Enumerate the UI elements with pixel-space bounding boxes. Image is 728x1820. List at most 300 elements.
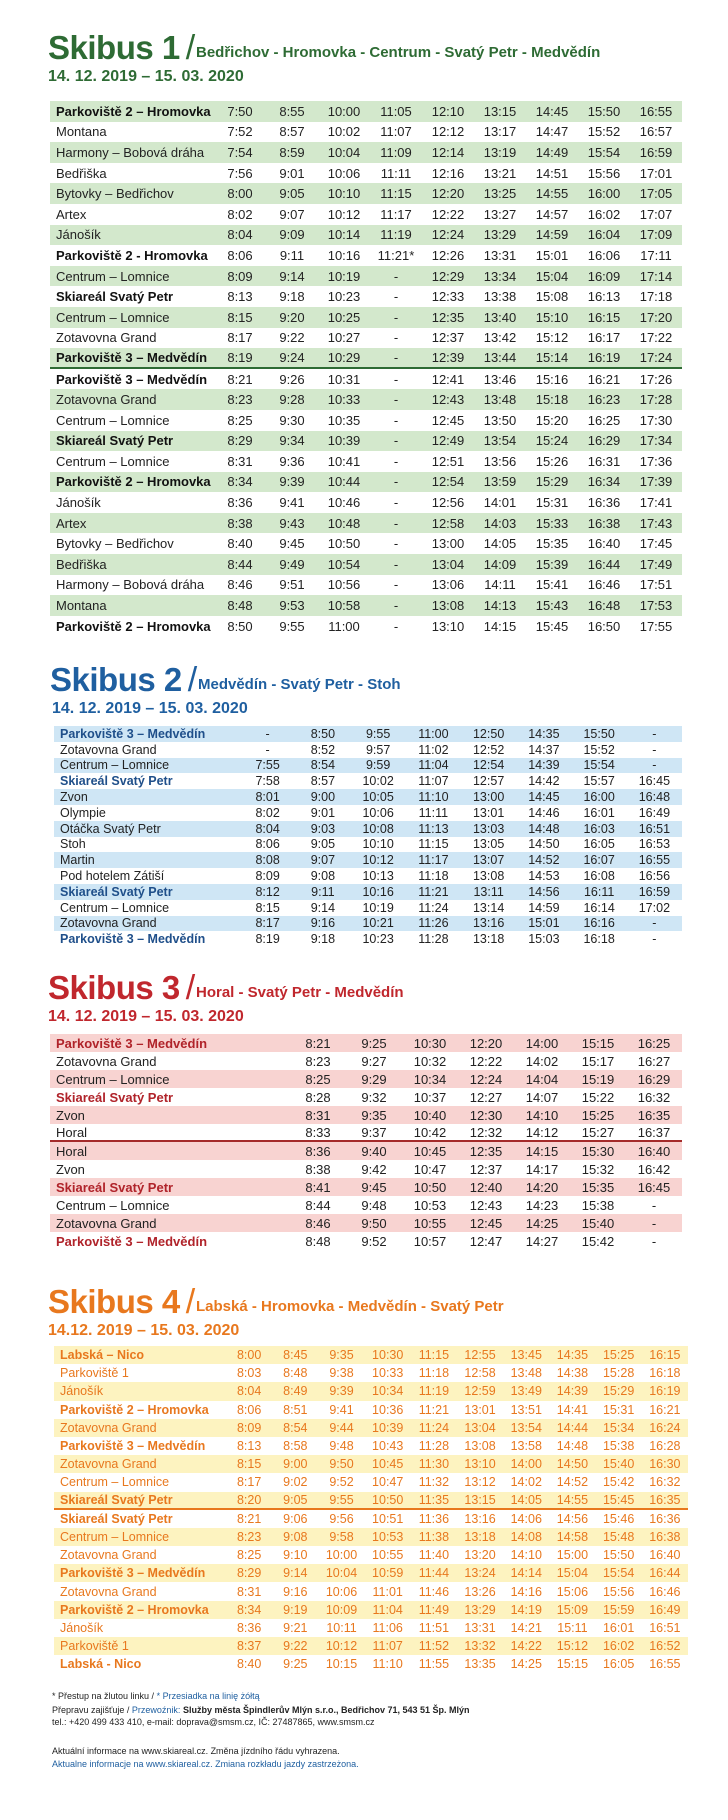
departure-time: 14:59 — [528, 900, 560, 915]
departure-time: 11:15 — [418, 837, 449, 852]
departure-time: 8:44 — [305, 1197, 331, 1213]
departure-time: 15:06 — [556, 1584, 589, 1599]
departure-time: 11:28 — [418, 932, 449, 947]
departure-time: 9:07 — [310, 853, 336, 868]
departure-time: 10:41 — [327, 453, 361, 469]
departure-time: 8:36 — [236, 1620, 262, 1635]
stop-name: Jánošík — [56, 227, 101, 243]
departure-time: 15:45 — [535, 618, 569, 634]
departure-time: 16:46 — [649, 1584, 681, 1599]
departure-time: 13:07 — [472, 853, 505, 868]
carrier-label-pl: Przewoźnik: — [131, 1705, 183, 1715]
stop-name: Zvon — [56, 1107, 85, 1123]
departure-time: 10:55 — [372, 1548, 404, 1563]
departure-time: 16:19 — [649, 1384, 681, 1399]
departure-time: 16:55 — [638, 853, 671, 868]
departure-time: 11:38 — [418, 1529, 450, 1544]
departure-time: 9:14 — [279, 268, 305, 284]
departure-time: 16:45 — [638, 774, 671, 789]
stop-name: Bytovky – Bedřichov — [56, 536, 174, 552]
table-row — [54, 868, 682, 884]
departure-time: 10:44 — [327, 474, 361, 490]
departure-time: 12:47 — [469, 1233, 503, 1249]
table-row — [50, 1124, 682, 1142]
departure-time: 9:39 — [329, 1384, 354, 1399]
departure-time: 12:27 — [469, 1089, 503, 1105]
departure-time: 14:53 — [528, 869, 560, 884]
departure-time: 16:06 — [587, 247, 621, 263]
departure-time: 14:15 — [483, 618, 517, 634]
departure-time: 14:42 — [528, 774, 560, 789]
departure-time: 14:06 — [510, 1511, 542, 1526]
departure-time: 16:28 — [649, 1439, 681, 1454]
departure-time: 10:10 — [327, 186, 361, 202]
departure-time: 8:17 — [227, 330, 253, 346]
stop-name: Zotavovna Grand — [56, 1215, 157, 1231]
carrier-contact: tel.: +420 499 433 410, e-mail: doprava@smsm.cz, IČ: 27487865, www.smsm.cz — [52, 1717, 375, 1727]
validity-dates: 14. 12. 2019 – 15. 03. 2020 — [48, 1008, 244, 1025]
departure-time: 16:50 — [587, 618, 621, 634]
stop-name: Montana — [56, 598, 107, 614]
departure-time: 8:54 — [310, 758, 336, 773]
departure-time: 12:20 — [469, 1035, 503, 1051]
departure-time: 14:52 — [528, 853, 560, 868]
table-row — [54, 1346, 688, 1364]
table-row — [54, 1619, 688, 1637]
table-row — [50, 286, 682, 307]
departure-time: - — [652, 916, 657, 931]
departure-time: 9:27 — [361, 1053, 387, 1069]
departure-time: 10:19 — [362, 900, 394, 915]
departure-time: 16:08 — [583, 869, 615, 884]
departure-time: 14:48 — [528, 821, 560, 836]
departure-time: 12:24 — [469, 1071, 503, 1087]
departure-time: 15:25 — [602, 1348, 635, 1363]
departure-time: 14:35 — [556, 1348, 589, 1363]
departure-time: 16:25 — [587, 412, 621, 428]
table-row — [50, 225, 682, 246]
departure-time: 8:09 — [227, 268, 253, 284]
departure-time: 9:35 — [361, 1107, 387, 1123]
departure-time: 17:41 — [639, 495, 673, 511]
stop-name: Horal — [50, 1124, 290, 1142]
departure-time: 10:45 — [413, 1143, 447, 1159]
departure-time: - — [393, 330, 399, 346]
stop-name: Skiareál Svatý Petr — [54, 1492, 226, 1510]
departure-time: 16:34 — [587, 474, 621, 490]
skibus-1-section — [0, 28, 728, 634]
departure-time: 12:29 — [431, 268, 465, 284]
departure-time: 10:19 — [327, 268, 361, 284]
stop-name: Horal — [56, 1143, 88, 1159]
departure-time: 12:20 — [431, 186, 465, 202]
departure-time: 8:41 — [305, 1179, 331, 1195]
departure-time: 15:22 — [581, 1089, 615, 1105]
departure-time: 10:53 — [372, 1529, 404, 1544]
stop-name: Parkoviště 3 – Medvědín — [60, 1566, 206, 1581]
departure-time: 16:42 — [637, 1161, 671, 1177]
departure-time: 9:32 — [361, 1089, 387, 1105]
departure-time: 11:36 — [418, 1511, 450, 1526]
departure-time: 9:14 — [310, 900, 336, 915]
departure-time: - — [393, 618, 399, 634]
departure-time: 13:08 — [464, 1439, 496, 1454]
table-row — [50, 575, 682, 596]
departure-time: 14:49 — [535, 144, 569, 160]
departure-time: 8:54 — [283, 1420, 308, 1435]
departure-time: 9:26 — [279, 371, 305, 387]
departure-time: 17:01 — [639, 165, 673, 181]
departure-time: - — [393, 577, 399, 593]
departure-time: 9:25 — [361, 1035, 387, 1051]
departure-time: 11:52 — [418, 1639, 450, 1654]
departure-time: 16:55 — [639, 103, 673, 119]
departure-time: 17:53 — [639, 598, 673, 614]
departure-time: 16:15 — [649, 1348, 681, 1363]
departure-time: 16:36 — [649, 1511, 681, 1526]
departure-time: 16:38 — [649, 1529, 681, 1544]
departure-time: 16:37 — [626, 1124, 682, 1142]
bus-name: Skibus 4 / — [48, 1283, 195, 1321]
slash-separator: / — [185, 969, 195, 1007]
departure-time: 8:02 — [255, 805, 280, 820]
departure-time: 16:49 — [649, 1602, 681, 1617]
departure-time: 15:50 — [587, 103, 621, 119]
departure-time: 10:37 — [413, 1089, 447, 1105]
departure-time: 8:40 — [236, 1657, 262, 1672]
departure-time: 12:30 — [469, 1107, 503, 1123]
table-row — [54, 837, 682, 853]
departure-time: 15:52 — [587, 124, 621, 140]
departure-time: 14:10 — [525, 1107, 559, 1123]
departure-time: 12:40 — [469, 1179, 503, 1195]
transfer-note-pl: * Przesiadka na linię żółtą — [156, 1691, 260, 1701]
stop-name: Parkoviště 2 – Hromovka — [60, 1602, 209, 1617]
departure-time: 10:59 — [372, 1566, 404, 1581]
departure-time: 8:48 — [305, 1233, 331, 1249]
departure-time: 16:23 — [587, 392, 621, 408]
departure-time: 11:21 — [418, 884, 449, 899]
departure-time: - — [393, 412, 399, 428]
timetable-table — [50, 1034, 682, 1250]
departure-time: 10:05 — [362, 790, 394, 805]
departure-time: 17:26 — [639, 371, 673, 387]
departure-time: 14:23 — [525, 1197, 559, 1213]
departure-time: 8:34 — [236, 1602, 262, 1617]
departure-time: 15:10 — [535, 309, 569, 325]
departure-time: 15:26 — [535, 453, 569, 469]
departure-time: 12:33 — [431, 289, 465, 305]
departure-time: 9:10 — [283, 1548, 308, 1563]
departure-time: 9:50 — [329, 1457, 354, 1472]
table-row — [54, 1473, 688, 1491]
departure-time: 12:22 — [469, 1053, 503, 1069]
departure-time: 10:48 — [327, 515, 361, 531]
departure-time: 14:51 — [535, 165, 569, 181]
table-row — [50, 204, 682, 225]
departure-time: 15:57 — [583, 774, 615, 789]
departure-time: - — [393, 453, 399, 469]
stop-name: Zotavovna Grand — [56, 392, 157, 408]
departure-time: 8:49 — [283, 1384, 308, 1399]
departure-time: 8:55 — [279, 103, 305, 119]
departure-time: 16:56 — [638, 869, 671, 884]
departure-time: 9:39 — [279, 474, 305, 490]
table-row — [54, 884, 682, 900]
departure-time: 9:48 — [361, 1197, 387, 1213]
departure-time: 12:39 — [422, 348, 474, 369]
departure-time: 10:02 — [327, 124, 361, 140]
departure-time: 13:03 — [472, 821, 505, 836]
stop-name: Parkoviště 1 — [60, 1639, 129, 1654]
departure-time: 16:53 — [638, 837, 671, 852]
stop-name: Parkoviště 3 – Medvědín — [50, 348, 214, 369]
departure-time: 9:06 — [283, 1511, 308, 1526]
table-row — [54, 758, 682, 774]
departure-time: 11:04 — [372, 1602, 403, 1617]
timetable-table — [54, 726, 682, 947]
departure-time: 12:16 — [431, 165, 465, 181]
stop-name: Skiareál Svatý Petr — [56, 433, 174, 449]
departure-time: 12:49 — [431, 433, 465, 449]
departure-time: 10:46 — [327, 495, 361, 511]
stop-name: Parkoviště 2 - Hromovka — [56, 247, 208, 263]
departure-time: 17:39 — [639, 474, 673, 490]
departure-time: - — [393, 536, 399, 552]
table-row — [54, 1364, 688, 1382]
departure-time: 10:31 — [327, 371, 361, 387]
stop-name: Parkoviště 3 – Medvědín — [56, 1233, 208, 1249]
table-row — [50, 1034, 682, 1052]
departure-time: 9:49 — [279, 556, 305, 572]
departure-time: 13:05 — [472, 837, 505, 852]
stop-name: Centrum – Lomnice — [60, 900, 170, 915]
stop-name: Zotavovna Grand — [60, 1584, 157, 1599]
stop-name: Jánošík — [56, 495, 101, 511]
departure-time: 11:15 — [380, 186, 412, 202]
departure-time: 16:48 — [587, 598, 621, 614]
departure-time: 10:36 — [372, 1402, 404, 1417]
departure-time: 11:26 — [418, 916, 449, 931]
stop-name: Zotavovna Grand — [60, 1420, 157, 1435]
departure-time: 15:19 — [581, 1071, 615, 1087]
departure-time: 9:41 — [279, 495, 305, 511]
departure-time: 9:01 — [279, 165, 305, 181]
departure-time: 15:39 — [535, 556, 569, 572]
table-row — [54, 1419, 688, 1437]
departure-time: 9:58 — [329, 1529, 354, 1544]
carrier-name: Služby města Špindlerův Mlýn s.r.o., Bedřichov 71, 543 51 Šp. Mlýn — [182, 1705, 470, 1715]
departure-time: 17:18 — [639, 289, 673, 305]
stop-name: Artex — [56, 515, 87, 531]
departure-time: - — [393, 392, 399, 408]
departure-time: 9:09 — [279, 227, 305, 243]
departure-time: - — [651, 1233, 657, 1249]
departure-time: 10:25 — [327, 309, 361, 325]
departure-time: 14:09 — [483, 556, 517, 572]
table-row — [54, 805, 682, 821]
departure-time: 15:56 — [587, 165, 621, 181]
departure-time: 9:05 — [272, 1492, 318, 1510]
departure-time: 9:34 — [279, 433, 305, 449]
departure-time: 13:44 — [474, 348, 526, 369]
departure-time: 16:11 — [583, 884, 615, 899]
departure-time: 16:00 — [587, 186, 621, 202]
departure-time: 10:58 — [327, 598, 361, 614]
departure-time: 16:40 — [587, 536, 621, 552]
departure-time: 7:55 — [255, 758, 280, 773]
departure-time: 8:20 — [226, 1492, 272, 1510]
departure-time: 14:47 — [535, 124, 569, 140]
departure-time: 13:10 — [464, 1457, 496, 1472]
departure-time: 16:01 — [602, 1620, 635, 1635]
transfer-note-cz: * Přestup na žlutou linku / — [52, 1691, 157, 1701]
departure-time: 8:12 — [255, 884, 280, 899]
departure-time: 14:41 — [556, 1402, 589, 1417]
departure-time: 9:45 — [279, 536, 305, 552]
departure-time: 8:37 — [236, 1639, 262, 1654]
departure-time: 8:09 — [255, 869, 280, 884]
departure-time: 14:55 — [535, 186, 569, 202]
departure-time: 8:34 — [227, 474, 253, 490]
departure-time: 7:56 — [227, 165, 253, 181]
departure-time: 10:43 — [372, 1439, 404, 1454]
departure-time: 8:00 — [227, 186, 253, 202]
departure-time: 13:24 — [464, 1566, 496, 1581]
table-row — [54, 1601, 688, 1619]
bus-name: Skibus 2 / — [50, 661, 197, 699]
departure-time: 16:00 — [583, 790, 615, 805]
stop-name: Jánošík — [60, 1620, 104, 1635]
departure-time: 11:10 — [418, 790, 449, 805]
departure-time: 16:21 — [587, 371, 621, 387]
departure-time: 17:34 — [639, 433, 673, 449]
departure-time: 14:56 — [528, 884, 560, 899]
departure-time: 15:03 — [528, 932, 560, 947]
departure-time: 15:11 — [557, 1620, 588, 1635]
departure-time: 17:14 — [639, 268, 673, 284]
departure-time: 13:00 — [472, 790, 505, 805]
departure-time: 10:33 — [372, 1366, 404, 1381]
departure-time: 14:48 — [556, 1439, 589, 1454]
departure-time: 8:09 — [236, 1420, 262, 1435]
timetable-table — [54, 1346, 688, 1673]
departure-time: 9:41 — [329, 1402, 354, 1417]
departure-time: 11:24 — [418, 1420, 450, 1435]
stop-name: Centrum – Lomnice — [60, 1529, 170, 1544]
departure-time: 8:25 — [305, 1071, 331, 1087]
stop-name: Parkoviště 3 – Medvědín — [56, 371, 208, 387]
table-row — [50, 1088, 682, 1106]
departure-time: 16:01 — [583, 805, 615, 820]
departure-time: 8:15 — [255, 900, 280, 915]
departure-time: 16:32 — [649, 1475, 681, 1490]
departure-time: 13:38 — [483, 289, 517, 305]
stop-name: Zotavovna Grand — [60, 1548, 157, 1563]
departure-time: 13:06 — [431, 577, 465, 593]
departure-time: 16:03 — [583, 821, 615, 836]
departure-time: 12:24 — [431, 227, 465, 243]
table-row — [50, 1232, 682, 1250]
departure-time: 15:35 — [535, 536, 569, 552]
table-row — [50, 369, 682, 390]
departure-time: - — [652, 758, 657, 773]
departure-time: - — [393, 556, 399, 572]
departure-time: 13:42 — [483, 330, 517, 346]
departure-time: 16:31 — [587, 453, 621, 469]
table-row — [54, 1564, 688, 1582]
departure-time: 10:35 — [327, 412, 361, 428]
departure-time: 9:52 — [329, 1475, 354, 1490]
departure-time: 8:01 — [255, 790, 280, 805]
table-row — [54, 1546, 688, 1564]
departure-time: 14:00 — [510, 1457, 542, 1472]
departure-time: 8:50 — [227, 618, 253, 634]
table-row — [50, 533, 682, 554]
departure-time: 15:54 — [583, 758, 615, 773]
table-row — [54, 1637, 688, 1655]
departure-time: 7:52 — [227, 124, 253, 140]
stop-name: Zvon — [56, 1161, 85, 1177]
departure-time: 8:08 — [255, 853, 280, 868]
departure-time: 13:18 — [472, 932, 505, 947]
departure-time: 9:35 — [329, 1348, 354, 1363]
departure-time: 11:05 — [380, 103, 412, 119]
departure-time: 14:56 — [556, 1511, 589, 1526]
departure-time: 16:04 — [587, 227, 621, 243]
departure-time: 13:01 — [464, 1402, 496, 1417]
departure-time: 15:40 — [581, 1215, 615, 1231]
departure-time: 15:33 — [535, 515, 569, 531]
departure-time: 8:04 — [227, 227, 253, 243]
stop-name: Centrum – Lomnice — [56, 1071, 170, 1087]
stop-name: Labská – Nico — [60, 1348, 145, 1363]
departure-time: 7:54 — [227, 144, 253, 160]
slash-separator: / — [187, 661, 197, 699]
departure-time: 8:06 — [227, 247, 253, 263]
departure-time: 15:12 — [556, 1639, 589, 1654]
stop-name: Parkoviště 2 – Hromovka — [56, 618, 211, 634]
departure-time: 9:55 — [279, 618, 305, 634]
departure-time: 16:46 — [587, 577, 621, 593]
departure-time: 8:15 — [227, 309, 253, 325]
departure-time: 15:35 — [581, 1179, 615, 1195]
departure-time: 8:13 — [236, 1439, 262, 1454]
departure-time: 8:04 — [255, 821, 280, 836]
departure-time: 14:35 — [528, 726, 560, 741]
departure-time: 9:30 — [279, 412, 305, 428]
departure-time: - — [651, 1215, 657, 1231]
departure-time: 16:44 — [587, 556, 621, 572]
departure-time: 11:49 — [418, 1602, 450, 1617]
departure-time: 16:44 — [649, 1566, 681, 1581]
departure-time: 8:23 — [236, 1529, 262, 1544]
departure-time: 10:06 — [325, 1584, 358, 1599]
departure-time: 15:45 — [596, 1492, 642, 1510]
departure-time: 10:21 — [362, 916, 394, 931]
departure-time: 9:08 — [283, 1529, 308, 1544]
departure-time: 10:00 — [327, 103, 361, 119]
departure-time: - — [265, 726, 270, 741]
departure-time: 12:10 — [431, 103, 465, 119]
departure-time: 9:45 — [361, 1179, 387, 1195]
departure-time: 16:59 — [638, 884, 671, 899]
departure-time: 17:55 — [639, 618, 673, 634]
skibus-3-section — [0, 968, 728, 1249]
departure-time: 8:28 — [305, 1089, 331, 1105]
departure-time: 9:50 — [361, 1215, 387, 1231]
departure-time: 15:50 — [583, 726, 615, 741]
